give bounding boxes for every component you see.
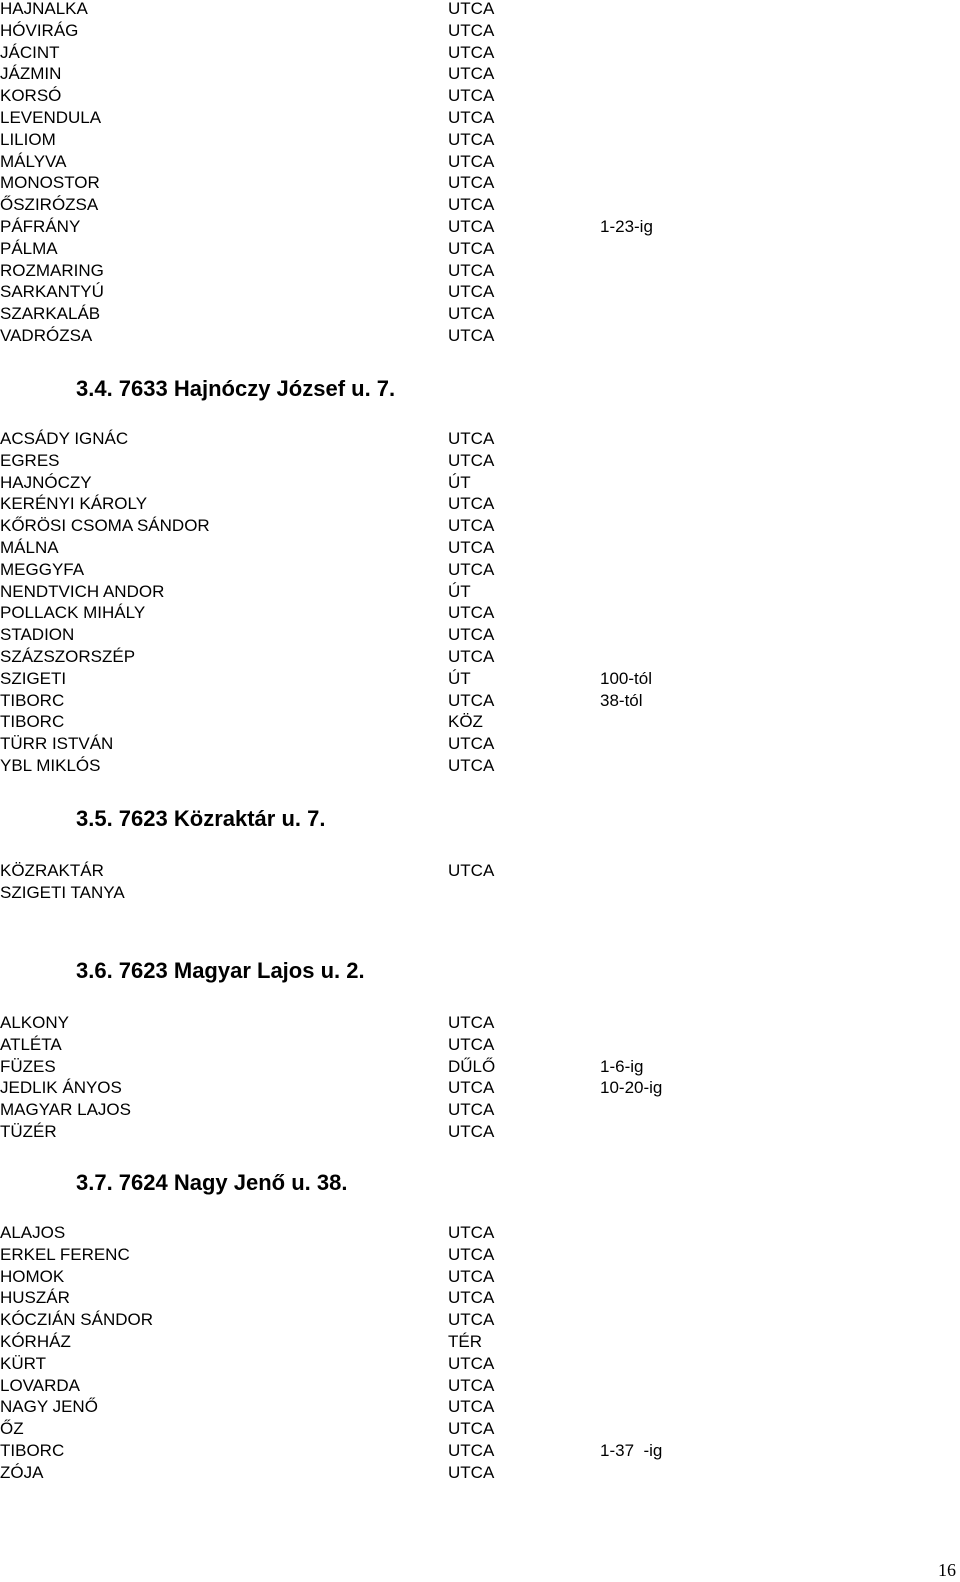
- street-name: MÁLYVA: [0, 151, 67, 171]
- street-name: JEDLIK ÁNYOS: [0, 1078, 122, 1098]
- street-name: KÓCZIÁN SÁNDOR: [0, 1310, 154, 1330]
- street-name: HÓVIRÁG: [0, 20, 79, 40]
- street-type: UTCA: [448, 559, 495, 579]
- table-row: [0, 1244, 960, 1266]
- table-row: [0, 151, 960, 173]
- street-name: ROZMARING: [0, 260, 104, 280]
- street-type: UTCA: [448, 1462, 495, 1482]
- street-type: KÖZ: [448, 712, 483, 732]
- street-name: ALAJOS: [0, 1223, 66, 1242]
- table-row: [0, 537, 960, 559]
- street-name: MONOSTOR: [0, 173, 100, 193]
- table-row: [0, 1331, 960, 1353]
- table-row: [0, 1012, 960, 1034]
- street-name: JÁZMIN: [0, 64, 62, 84]
- table-row: [0, 1353, 960, 1375]
- street-name: TIBORC: [0, 712, 65, 732]
- table-row: [0, 428, 960, 450]
- street-name: TÜZÉR: [0, 1122, 57, 1141]
- page-number: 16: [938, 1560, 956, 1580]
- table-row: [0, 281, 960, 303]
- street-type: UTCA: [448, 1375, 495, 1395]
- table-row: [0, 1056, 960, 1078]
- street-name: TIBORC: [0, 690, 65, 710]
- section-heading-hajnoczy: 3.4. 7633 Hajnóczy József u. 7.: [76, 376, 396, 401]
- section-heading-kozraktar: 3.5. 7623 Közraktár u. 7.: [76, 806, 326, 831]
- street-name: ACSÁDY IGNÁC: [0, 429, 129, 448]
- table-row: [0, 493, 960, 515]
- street-name: SZIGETI: [0, 668, 67, 688]
- table-row: [0, 0, 960, 20]
- street-name: ATLÉTA: [0, 1034, 62, 1054]
- section-heading-nagy-jeno: 3.7. 7624 Nagy Jenő u. 38.: [76, 1170, 348, 1195]
- table-row: [0, 1309, 960, 1331]
- street-name: SZIGETI TANYA: [0, 882, 125, 902]
- street-type: UTCA: [448, 304, 495, 324]
- house-number-range: 1-23-ig: [600, 217, 653, 236]
- street-name: KÓRHÁZ: [0, 1332, 71, 1351]
- street-type: UTCA: [448, 129, 495, 149]
- street-name: LOVARDA: [0, 1375, 80, 1395]
- table-row: [0, 1121, 960, 1143]
- table-row: [0, 325, 960, 347]
- table-row: [0, 216, 960, 238]
- street-type: UTCA: [448, 625, 495, 645]
- table-row: [0, 194, 960, 216]
- street-type: UTCA: [448, 195, 495, 215]
- table-row: [0, 733, 960, 755]
- street-name: KŐRÖSI CSOMA SÁNDOR: [0, 516, 210, 536]
- street-type: UTCA: [448, 516, 495, 536]
- table-row: [0, 63, 960, 85]
- house-number-range: 1-6-ig: [600, 1056, 644, 1076]
- street-type: ÚT: [448, 581, 471, 601]
- street-name: KÖZRAKTÁR: [0, 861, 104, 880]
- street-name: VADRÓZSA: [0, 326, 93, 345]
- table-row: [0, 515, 960, 537]
- table-row: [0, 172, 960, 194]
- table-row: [0, 42, 960, 64]
- table-row: [0, 1077, 960, 1099]
- table-row: [0, 1462, 960, 1484]
- street-type: UTCA: [448, 86, 495, 106]
- street-name: MÁLNA: [0, 538, 59, 557]
- street-name: PÁLMA: [0, 238, 58, 258]
- street-name: ŐZ: [0, 1419, 24, 1439]
- street-type: UTCA: [448, 1353, 495, 1373]
- table-row: [0, 690, 960, 712]
- table-row: [0, 711, 960, 733]
- table-row: [0, 1440, 960, 1462]
- street-type: UTCA: [448, 1288, 495, 1308]
- table-row: [0, 1396, 960, 1418]
- table-row: [0, 1222, 960, 1244]
- street-type: UTCA: [448, 1244, 495, 1264]
- street-name: ALKONY: [0, 1013, 69, 1032]
- street-type: UTCA: [448, 1013, 495, 1032]
- table-row: [0, 624, 960, 646]
- street-type: UTCA: [448, 238, 495, 258]
- table-row: [0, 1418, 960, 1440]
- table-row: [0, 85, 960, 107]
- street-type: UTCA: [448, 1100, 495, 1120]
- table-row: [0, 581, 960, 603]
- street-type: UTCA: [448, 756, 495, 775]
- table-row: [0, 1375, 960, 1397]
- street-type: UTCA: [448, 326, 495, 345]
- table-row: [0, 129, 960, 151]
- street-name: HUSZÁR: [0, 1288, 70, 1308]
- street-name: FÜZES: [0, 1056, 56, 1076]
- house-number-range: 38-tól: [600, 690, 643, 710]
- table-row: [0, 1099, 960, 1121]
- street-type: UTCA: [448, 173, 495, 193]
- street-name: MAGYAR LAJOS: [0, 1100, 131, 1120]
- street-type: ÚT: [448, 668, 471, 688]
- street-name: SZÁZSZORSZÉP: [0, 647, 136, 666]
- table-row: [0, 882, 960, 904]
- street-name: JÁCINT: [0, 42, 60, 62]
- street-name: PÁFRÁNY: [0, 217, 81, 236]
- street-type: UTCA: [448, 690, 495, 710]
- table-row: [0, 1266, 960, 1288]
- table-row: [0, 238, 960, 260]
- table-row: [0, 450, 960, 472]
- street-name: POLLACK MIHÁLY: [0, 603, 146, 623]
- street-type: UTCA: [448, 217, 495, 236]
- street-name: NAGY JENŐ: [0, 1397, 98, 1417]
- street-type: UTCA: [448, 429, 495, 448]
- table-row: [0, 20, 960, 42]
- street-name: KÜRT: [0, 1353, 46, 1373]
- street-type: UTCA: [448, 1266, 495, 1286]
- street-type: UTCA: [448, 861, 495, 880]
- street-name: YBL MIKLÓS: [0, 756, 101, 775]
- street-type: UTCA: [448, 1397, 495, 1417]
- street-name: LEVENDULA: [0, 108, 102, 127]
- table-row: [0, 303, 960, 325]
- table-row: [0, 559, 960, 581]
- table-row: [0, 860, 960, 882]
- street-type: UTCA: [448, 108, 495, 127]
- street-name: ŐSZIRÓZSA: [0, 195, 99, 215]
- street-type: UTCA: [448, 538, 495, 557]
- street-type: UTCA: [448, 42, 495, 62]
- table-row: [0, 1287, 960, 1309]
- street-name: ZÓJA: [0, 1462, 44, 1482]
- section-heading-magyar-lajos: 3.6. 7623 Magyar Lajos u. 2.: [76, 958, 365, 983]
- house-number-range: 100-tól: [600, 668, 652, 688]
- street-type: UTCA: [448, 64, 495, 84]
- street-type: UTCA: [448, 1441, 495, 1460]
- street-type: UTCA: [448, 1419, 495, 1439]
- street-name: TIBORC: [0, 1441, 65, 1460]
- house-number-range: 1-37 -ig: [600, 1441, 663, 1460]
- street-type: UTCA: [448, 1078, 495, 1098]
- street-name: EGRES: [0, 450, 60, 470]
- table-row: [0, 646, 960, 668]
- street-type: DŰLŐ: [448, 1056, 496, 1076]
- street-type: UTCA: [448, 734, 495, 754]
- table-row: [0, 260, 960, 282]
- street-type: UTCA: [448, 603, 495, 623]
- street-type: UTCA: [448, 647, 495, 666]
- table-row: [0, 668, 960, 690]
- street-type: TÉR: [448, 1332, 482, 1351]
- street-name: HAJNÓCZY: [0, 472, 92, 492]
- table-row: [0, 472, 960, 494]
- street-name: LILIOM: [0, 129, 56, 149]
- street-name: NENDTVICH ANDOR: [0, 581, 165, 601]
- street-type: ÚT: [448, 472, 471, 492]
- street-type: UTCA: [448, 20, 495, 40]
- street-type: UTCA: [448, 1310, 495, 1330]
- street-name: TÜRR ISTVÁN: [0, 734, 114, 754]
- street-name: HOMOK: [0, 1266, 65, 1286]
- street-type: UTCA: [448, 282, 495, 302]
- street-name: SZARKALÁB: [0, 304, 101, 324]
- street-type: UTCA: [448, 260, 495, 280]
- street-type: UTCA: [448, 1223, 495, 1242]
- street-type: UTCA: [448, 1122, 495, 1141]
- street-type: UTCA: [448, 1034, 495, 1054]
- street-type: UTCA: [448, 151, 495, 171]
- street-name: ERKEL FERENC: [0, 1244, 130, 1264]
- table-row: [0, 602, 960, 624]
- street-name: KORSÓ: [0, 86, 62, 106]
- street-name: MEGGYFA: [0, 559, 85, 579]
- street-type: UTCA: [448, 494, 495, 514]
- street-name: HAJNALKA: [0, 0, 88, 18]
- street-name: STADION: [0, 625, 75, 645]
- table-row: [0, 107, 960, 129]
- street-name: KERÉNYI KÁROLY: [0, 494, 148, 514]
- table-row: [0, 755, 960, 777]
- house-number-range: 10-20-ig: [600, 1078, 663, 1098]
- street-type: UTCA: [448, 450, 495, 470]
- street-name: SARKANTYÚ: [0, 282, 104, 302]
- table-row: [0, 1034, 960, 1056]
- street-type: UTCA: [448, 0, 495, 18]
